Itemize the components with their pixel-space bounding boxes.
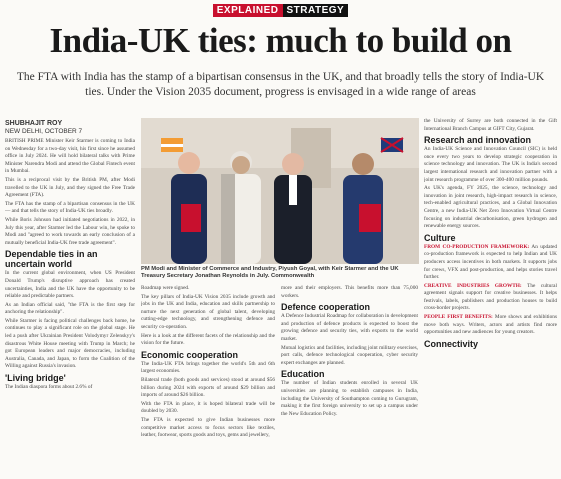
paragraph: more and their employers. This benefits more than 75,000 workers.	[281, 285, 418, 299]
paragraph: The India-UK FTA brings together the world's 5th and 6th largest economies.	[141, 360, 275, 375]
highlight-label: CREATIVE INDUSTRIES GROWTH:	[424, 282, 522, 289]
paragraph: The key pillars of India-UK Vision 2035 include growth and jobs in the UK and India, education and skills partnership to nurture the next generation of global talent, developing cutting-edge technology, and strengthening defence and security co-operation.	[141, 293, 275, 330]
paragraph	[424, 283, 557, 313]
article-column-1	[5, 138, 135, 478]
paragraph-text: The cultural agreement signals support for creative businesses. It helps festivals, labels, publishers and production houses to build cross-border projects.	[424, 282, 557, 312]
paragraph: The Indian diaspora forms about 2.6% of	[5, 384, 93, 391]
subheading: Culture	[424, 232, 456, 243]
paragraph	[424, 244, 557, 282]
paragraph: As an Indian official said, "the FTA is the first step for anchoring the relationship".	[5, 301, 135, 316]
paragraph: A Defence Industrial Roadmap for collaboration in development and production of defence products is expected to boost the growing defence and security ties, with exports to the world market.	[281, 313, 418, 342]
photo-caption: PM Modi and Minister of Commerce and Industry, Piyush Goyal, with Keir Starmer and the UK Treasury Secretary Jonathan Reynolds in July. Commonwealth	[141, 266, 399, 280]
paragraph: An India-UK Science and Innovation Council (SIC) is held once every two years to develop strategic cooperation in science technology and innovation. The UK is India's second largest international research and innovation partner with a joint research programme of over 300-400 million pounds.	[424, 146, 557, 183]
author-name: SHUBHAJIT ROY	[5, 120, 63, 127]
paragraph: In the current global environment, when US President Donald Trump's disruptive approach has created uncertainties, India and the UK have the opportunity to be reliable and predictable partners.	[5, 270, 135, 300]
paragraph-text: More shows and exhibitions move both ways. Writers, actors and artists find more opportunities and new audiences for young creators.	[424, 314, 557, 336]
paragraph	[424, 314, 557, 337]
section-kicker	[0, 5, 561, 16]
paragraph-text: An updated co-production framework is expected to help Indian and UK producers access incentives in both markets. It supports jobs for crews, VFX and post-production, and helps stories travel further.	[424, 243, 557, 281]
paragraph: Bilateral trade (both goods and services) stood at around $56 billion during 2024 with exports of around $29 billion and imports of around $26 billion.	[141, 376, 275, 399]
article-column-4	[424, 118, 557, 478]
paragraph: Here is a look at the different facets of the relationship and the vision for the future.	[141, 332, 275, 347]
paragraph: Mutual logistics and facilities, including joint military exercises, port calls, defence technological cooperation, cyber security expert exchanges are planned.	[281, 344, 418, 366]
subheading: Research and innovation	[424, 135, 532, 146]
paragraph: With the FTA in place, it is hoped bilateral trade will be doubled by 2030.	[141, 400, 275, 415]
subheading: Defence cooperation	[281, 302, 371, 313]
strategy-tag: STRATEGY	[283, 4, 349, 17]
headline: India-UK ties: much to build on	[49, 21, 512, 60]
subheading: Economic cooperation	[141, 349, 239, 360]
paragraph: While Boris Johnson had initiated negotiations in 2022, in July this year, after Starmer led the Labour win, he spoke to Modi and "agreed to work towards an early conclusion of a mutually beneficial India-UK free trade agreement".	[5, 216, 135, 246]
article-column-3	[281, 285, 418, 478]
byline	[5, 120, 135, 136]
article-column-2	[141, 285, 275, 478]
paragraph: Roadmap were signed.	[141, 285, 190, 291]
leaders-photo-illustration	[141, 118, 419, 264]
subheading: Education	[281, 369, 325, 380]
paragraph: As UK's agenda, FY 2025, the science, technology and innovation in joint research, high-impact research in science, tech-enabled agricultural practices, and a Global Innovation Centre, a new India-UK Net Zero Innovation Virtual Centre focusing on industrial decarbonisation, green hydrogen and renewable energy sources.	[424, 185, 557, 230]
paragraph: This is a reciprocal visit by the British PM, after Modi travelled to the UK in July, and they signed the Free Trade Agreement (FTA).	[5, 176, 135, 199]
subheading: Dependable ties in an uncertain world	[5, 249, 98, 270]
paragraph: The FTA is expected to give Indian businesses more competitive market access to focus sectors like textiles, leather, footwear, sports goods and toys, gems and jewellery,	[141, 416, 275, 439]
paragraph: the University of Surrey are both connected in the Gift International Branch Campus at GIFT City, Gujarat.	[424, 118, 557, 132]
deck: The FTA with India has the stamp of a bipartisan consensus in the UK, and that broadly tells the story of India-UK ties. Under the Vision 2035 document, progress is envisaged in a wide range of areas	[16, 71, 545, 98]
paragraph: BRITISH PRIME Minister Keir Starmer is coming to India on Wednesday for a two-day visit, his first since he assumed office in July 2024. He will hold bilateral talks with Prime Minister Narendra Modi and attend the Global Fintech event in Mumbai.	[5, 138, 135, 175]
explained-tag: EXPLAINED	[213, 4, 283, 17]
paragraph: The FTA has the stamp of a bipartisan consensus in the UK — and that tells the story of India-UK ties broadly.	[5, 200, 135, 215]
paragraph: The number of Indian students enrolled in several UK universities are planning to establish campuses in India, including the University of Southampton coming to Gurugram, making it the first foreign university to set up a campus under the New Education Policy.	[281, 380, 418, 417]
highlight-label: PEOPLE FIRST BENEFITS:	[424, 314, 493, 321]
article-photo	[141, 118, 419, 264]
paragraph: While Starmer is facing political challenges back home, he continues to play a significant role on the global stage. He led a push after Ukrainian President Volodymyr Zelenskyy's disastrous White House meeting with Trump in March; he got European leaders and major democracies, including Australia, Canada, and Japan, to form the Coalition of the Willing against Russia's invasion.	[5, 317, 135, 370]
dateline: NEW DELHI, OCTOBER 7	[5, 128, 83, 135]
highlight-label: FROM CO-PRODUCTION FRAMEWORK:	[424, 243, 530, 250]
subheading: 'Living bridge'	[5, 373, 66, 384]
subheading: Connectivity	[424, 338, 479, 349]
